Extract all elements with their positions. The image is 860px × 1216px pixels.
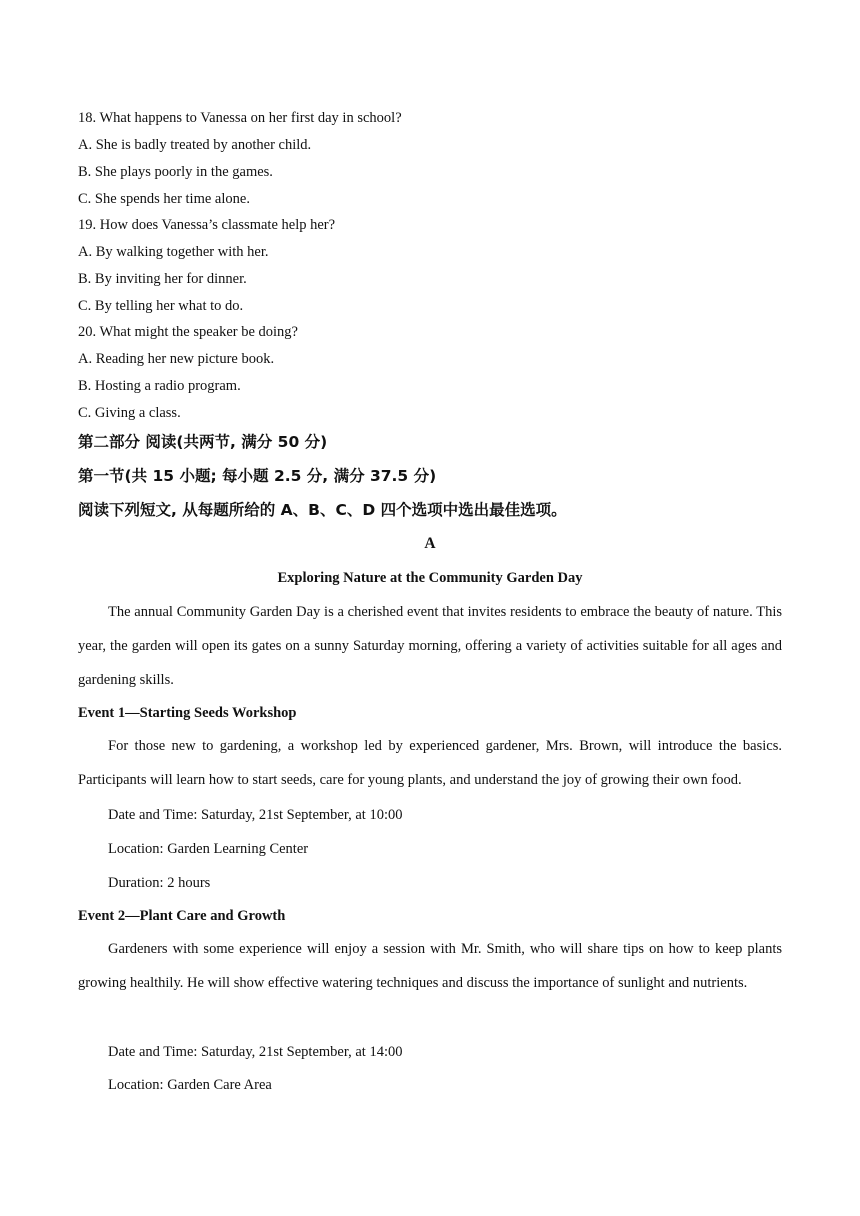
question-18-option-c: C. She spends her time alone. [78,191,250,207]
event2-title: Event 2—Plant Care and Growth [78,908,286,924]
question-18-option-b: B. She plays poorly in the games. [78,164,273,180]
passage-title: Exploring Nature at the Community Garden Day [277,570,583,586]
event1-title: Event 1—Starting Seeds Workshop [78,705,297,721]
event1-location: Location: Garden Learning Center [108,841,309,857]
event1-body: For those new to gardening, a workshop led by experienced gardener, Mrs. Brown, will introduce the basics. Participants will learn how to start seeds, care for young plants, and understand the joy of growing their own food. [78,738,782,788]
event2-location: Location: Garden Care Area [108,1077,272,1093]
question-20-option-c: C. Giving a class. [78,405,181,421]
section1-heading: 第一节(共 15 小题; 每小题 2.5 分, 满分 37.5 分) [78,467,437,485]
question-18-stem: 18. What happens to Vanessa on her first day in school? [78,110,402,126]
reading-instruction: 阅读下列短文, 从每题所给的 A、B、C、D 四个选项中选出最佳选项。 [78,501,567,519]
question-20-option-a: A. Reading her new picture book. [78,351,275,367]
question-19-stem: 19. How does Vanessa’s classmate help her? [78,217,336,233]
event1-date: Date and Time: Saturday, 21st September, at 10:00 [108,807,403,823]
question-18-option-a: A. She is badly treated by another child. [78,137,312,153]
question-20-option-b: B. Hosting a radio program. [78,378,241,394]
question-19-option-b: B. By inviting her for dinner. [78,271,247,287]
passage-letter: A [424,535,436,552]
event2-body: Gardeners with some experience will enjoy a session with Mr. Smith, who will share tips on how to keep plants growing healthily. He will show effective watering techniques and discuss the importance of sunlight and nutrients. [78,941,782,991]
question-19-option-a: A. By walking together with her. [78,244,269,260]
passage-intro: The annual Community Garden Day is a cherished event that invites residents to embrace the beauty of nature. This year, the garden will open its gates on a sunny Saturday morning, offering a variety of activities suitable for all ages and gardening skills. [78,604,782,688]
event1-duration: Duration: 2 hours [108,875,211,891]
event2-date: Date and Time: Saturday, 21st September, at 14:00 [108,1044,403,1060]
question-19-option-c: C. By telling her what to do. [78,298,244,314]
question-20-stem: 20. What might the speaker be doing? [78,324,298,340]
part2-heading: 第二部分 阅读(共两节, 满分 50 分) [78,433,328,451]
